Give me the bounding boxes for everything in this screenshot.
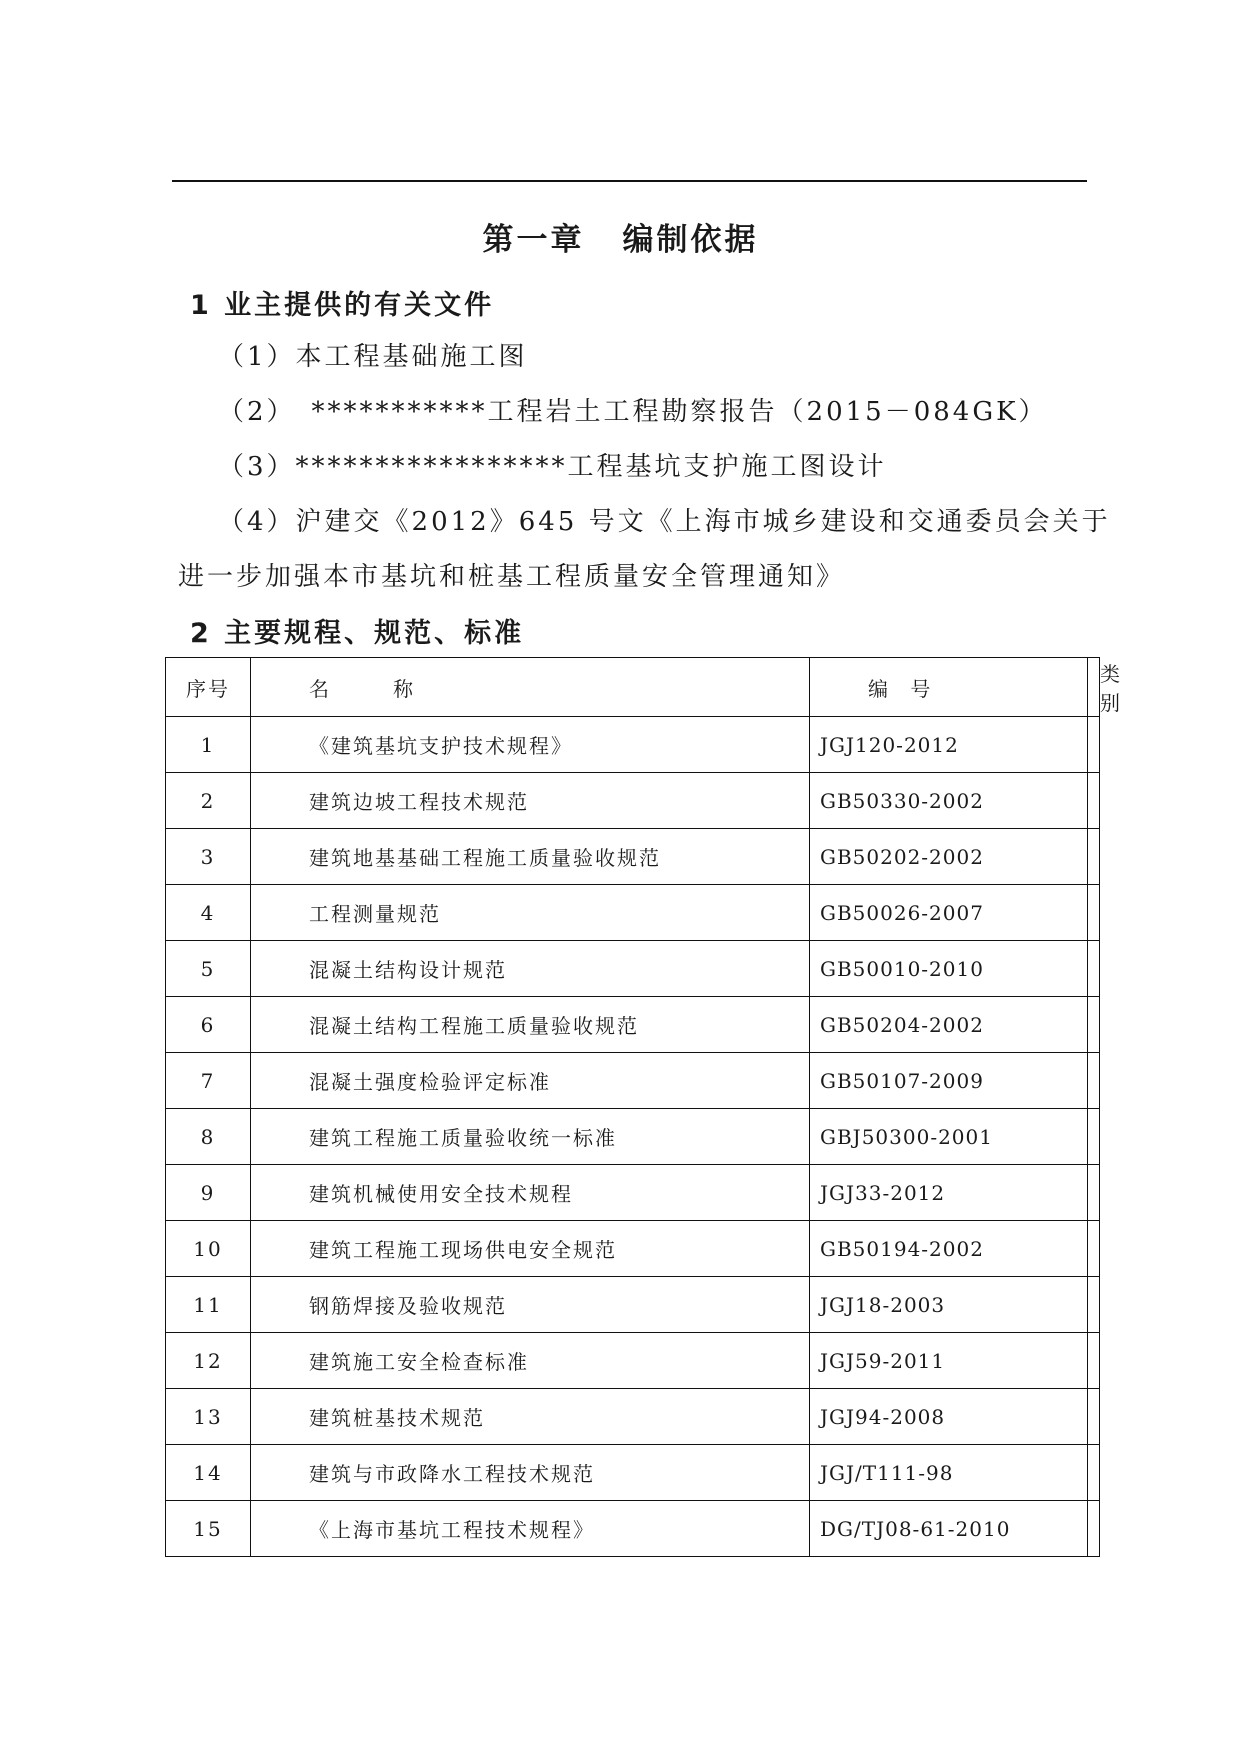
row-code: GB50026-2007 [810, 885, 1088, 941]
header-no: 序号 [166, 658, 251, 717]
row-name: 《建筑基坑支护技术规程》 [251, 717, 810, 773]
header-code [810, 658, 1088, 717]
row-type [1088, 1501, 1100, 1557]
row-name: 建筑工程施工质量验收统一标准 [251, 1109, 810, 1165]
header-name [251, 658, 810, 717]
header-type [1088, 658, 1128, 717]
chapter-title [0, 214, 1241, 259]
row-code: GB50204-2002 [810, 997, 1088, 1053]
row-code: GB50107-2009 [810, 1053, 1088, 1109]
row-code: JGJ33-2012 [810, 1165, 1088, 1221]
row-code: GB50194-2002 [810, 1221, 1088, 1277]
row-number: 11 [166, 1277, 251, 1333]
table-row [166, 997, 1100, 1053]
header-code-label: 编 号 [868, 676, 939, 701]
doc-item-2: （2） ***********工程岩土工程勘察报告（2015－084GK） [218, 397, 1048, 427]
row-type [1088, 997, 1100, 1053]
row-code: GB50010-2010 [810, 941, 1088, 997]
row-code: GBJ50300-2001 [810, 1109, 1088, 1165]
row-number: 8 [166, 1109, 251, 1165]
row-code: JGJ59-2011 [810, 1333, 1088, 1389]
row-type [1088, 1389, 1100, 1445]
row-type [1088, 885, 1100, 941]
row-type [1088, 1053, 1100, 1109]
row-name: 混凝土强度检验评定标准 [251, 1053, 810, 1109]
table-row [166, 885, 1100, 941]
row-number: 3 [166, 829, 251, 885]
row-type [1088, 773, 1100, 829]
row-name: 混凝土结构设计规范 [251, 941, 810, 997]
header-name-a: 名 [309, 676, 331, 701]
header-rule [172, 180, 1087, 182]
chapter-number: 第一章 [482, 222, 585, 258]
table-header-row [166, 658, 1100, 717]
row-type [1088, 1221, 1100, 1277]
row-number: 13 [166, 1389, 251, 1445]
doc-item-1: （1）本工程基础施工图 [218, 342, 528, 372]
row-name: 建筑桩基技术规范 [251, 1389, 810, 1445]
row-code: JGJ/T111-98 [810, 1445, 1088, 1501]
table-row [166, 1277, 1100, 1333]
chapter-name: 编制依据 [622, 222, 759, 258]
row-number: 10 [166, 1221, 251, 1277]
section-2-heading: 2 主要规程、规范、标准 [190, 618, 525, 649]
table-row [166, 941, 1100, 997]
row-name: 建筑施工安全检查标准 [251, 1333, 810, 1389]
table-row [166, 1109, 1100, 1165]
row-type [1088, 1445, 1100, 1501]
table-row [166, 1165, 1100, 1221]
header-name-b: 称 [393, 676, 415, 701]
row-number: 12 [166, 1333, 251, 1389]
row-type [1088, 1109, 1100, 1165]
row-number: 5 [166, 941, 251, 997]
row-code: JGJ94-2008 [810, 1389, 1088, 1445]
row-number: 2 [166, 773, 251, 829]
table-row [166, 829, 1100, 885]
row-type [1088, 1333, 1100, 1389]
row-number: 6 [166, 997, 251, 1053]
row-name: 建筑边坡工程技术规范 [251, 773, 810, 829]
row-name: 建筑地基基础工程施工质量验收规范 [251, 829, 810, 885]
row-number: 4 [166, 885, 251, 941]
row-number: 14 [166, 1445, 251, 1501]
table-row [166, 1333, 1100, 1389]
doc-item-3: （3）*****************工程基坑支护施工图设计 [218, 452, 887, 482]
row-type [1088, 829, 1100, 885]
row-name: 混凝土结构工程施工质量验收规范 [251, 997, 810, 1053]
table-row [166, 1445, 1100, 1501]
row-name: 建筑与市政降水工程技术规范 [251, 1445, 810, 1501]
row-code: GB50202-2002 [810, 829, 1088, 885]
table-row [166, 1053, 1100, 1109]
row-code: GB50330-2002 [810, 773, 1088, 829]
doc-item-4-continued: 进一步加强本市基坑和桩基工程质量安全管理通知》 [178, 562, 846, 592]
row-type [1088, 717, 1100, 773]
table-row [166, 1221, 1100, 1277]
header-type-label: 类 别 [1100, 662, 1128, 715]
row-code: JGJ18-2003 [810, 1277, 1088, 1333]
row-type [1088, 941, 1100, 997]
doc-item-4: （4）沪建交《2012》645 号文《上海市城乡建设和交通委员会关于 [218, 507, 1111, 537]
row-code: DG/TJ08-61-2010 [810, 1501, 1088, 1557]
row-code: JGJ120-2012 [810, 717, 1088, 773]
row-number: 1 [166, 717, 251, 773]
table-row [166, 1501, 1100, 1557]
row-number: 9 [166, 1165, 251, 1221]
row-name: 工程测量规范 [251, 885, 810, 941]
section-1-heading: 1 业主提供的有关文件 [190, 290, 495, 321]
row-name: 钢筋焊接及验收规范 [251, 1277, 810, 1333]
table-row [166, 773, 1100, 829]
row-name: 建筑工程施工现场供电安全规范 [251, 1221, 810, 1277]
table-row [166, 717, 1100, 773]
row-number: 15 [166, 1501, 251, 1557]
row-name: 建筑机械使用安全技术规程 [251, 1165, 810, 1221]
row-name: 《上海市基坑工程技术规程》 [251, 1501, 810, 1557]
table-row [166, 1389, 1100, 1445]
row-type [1088, 1165, 1100, 1221]
row-number: 7 [166, 1053, 251, 1109]
row-type [1088, 1277, 1100, 1333]
standards-table [165, 657, 1128, 1557]
